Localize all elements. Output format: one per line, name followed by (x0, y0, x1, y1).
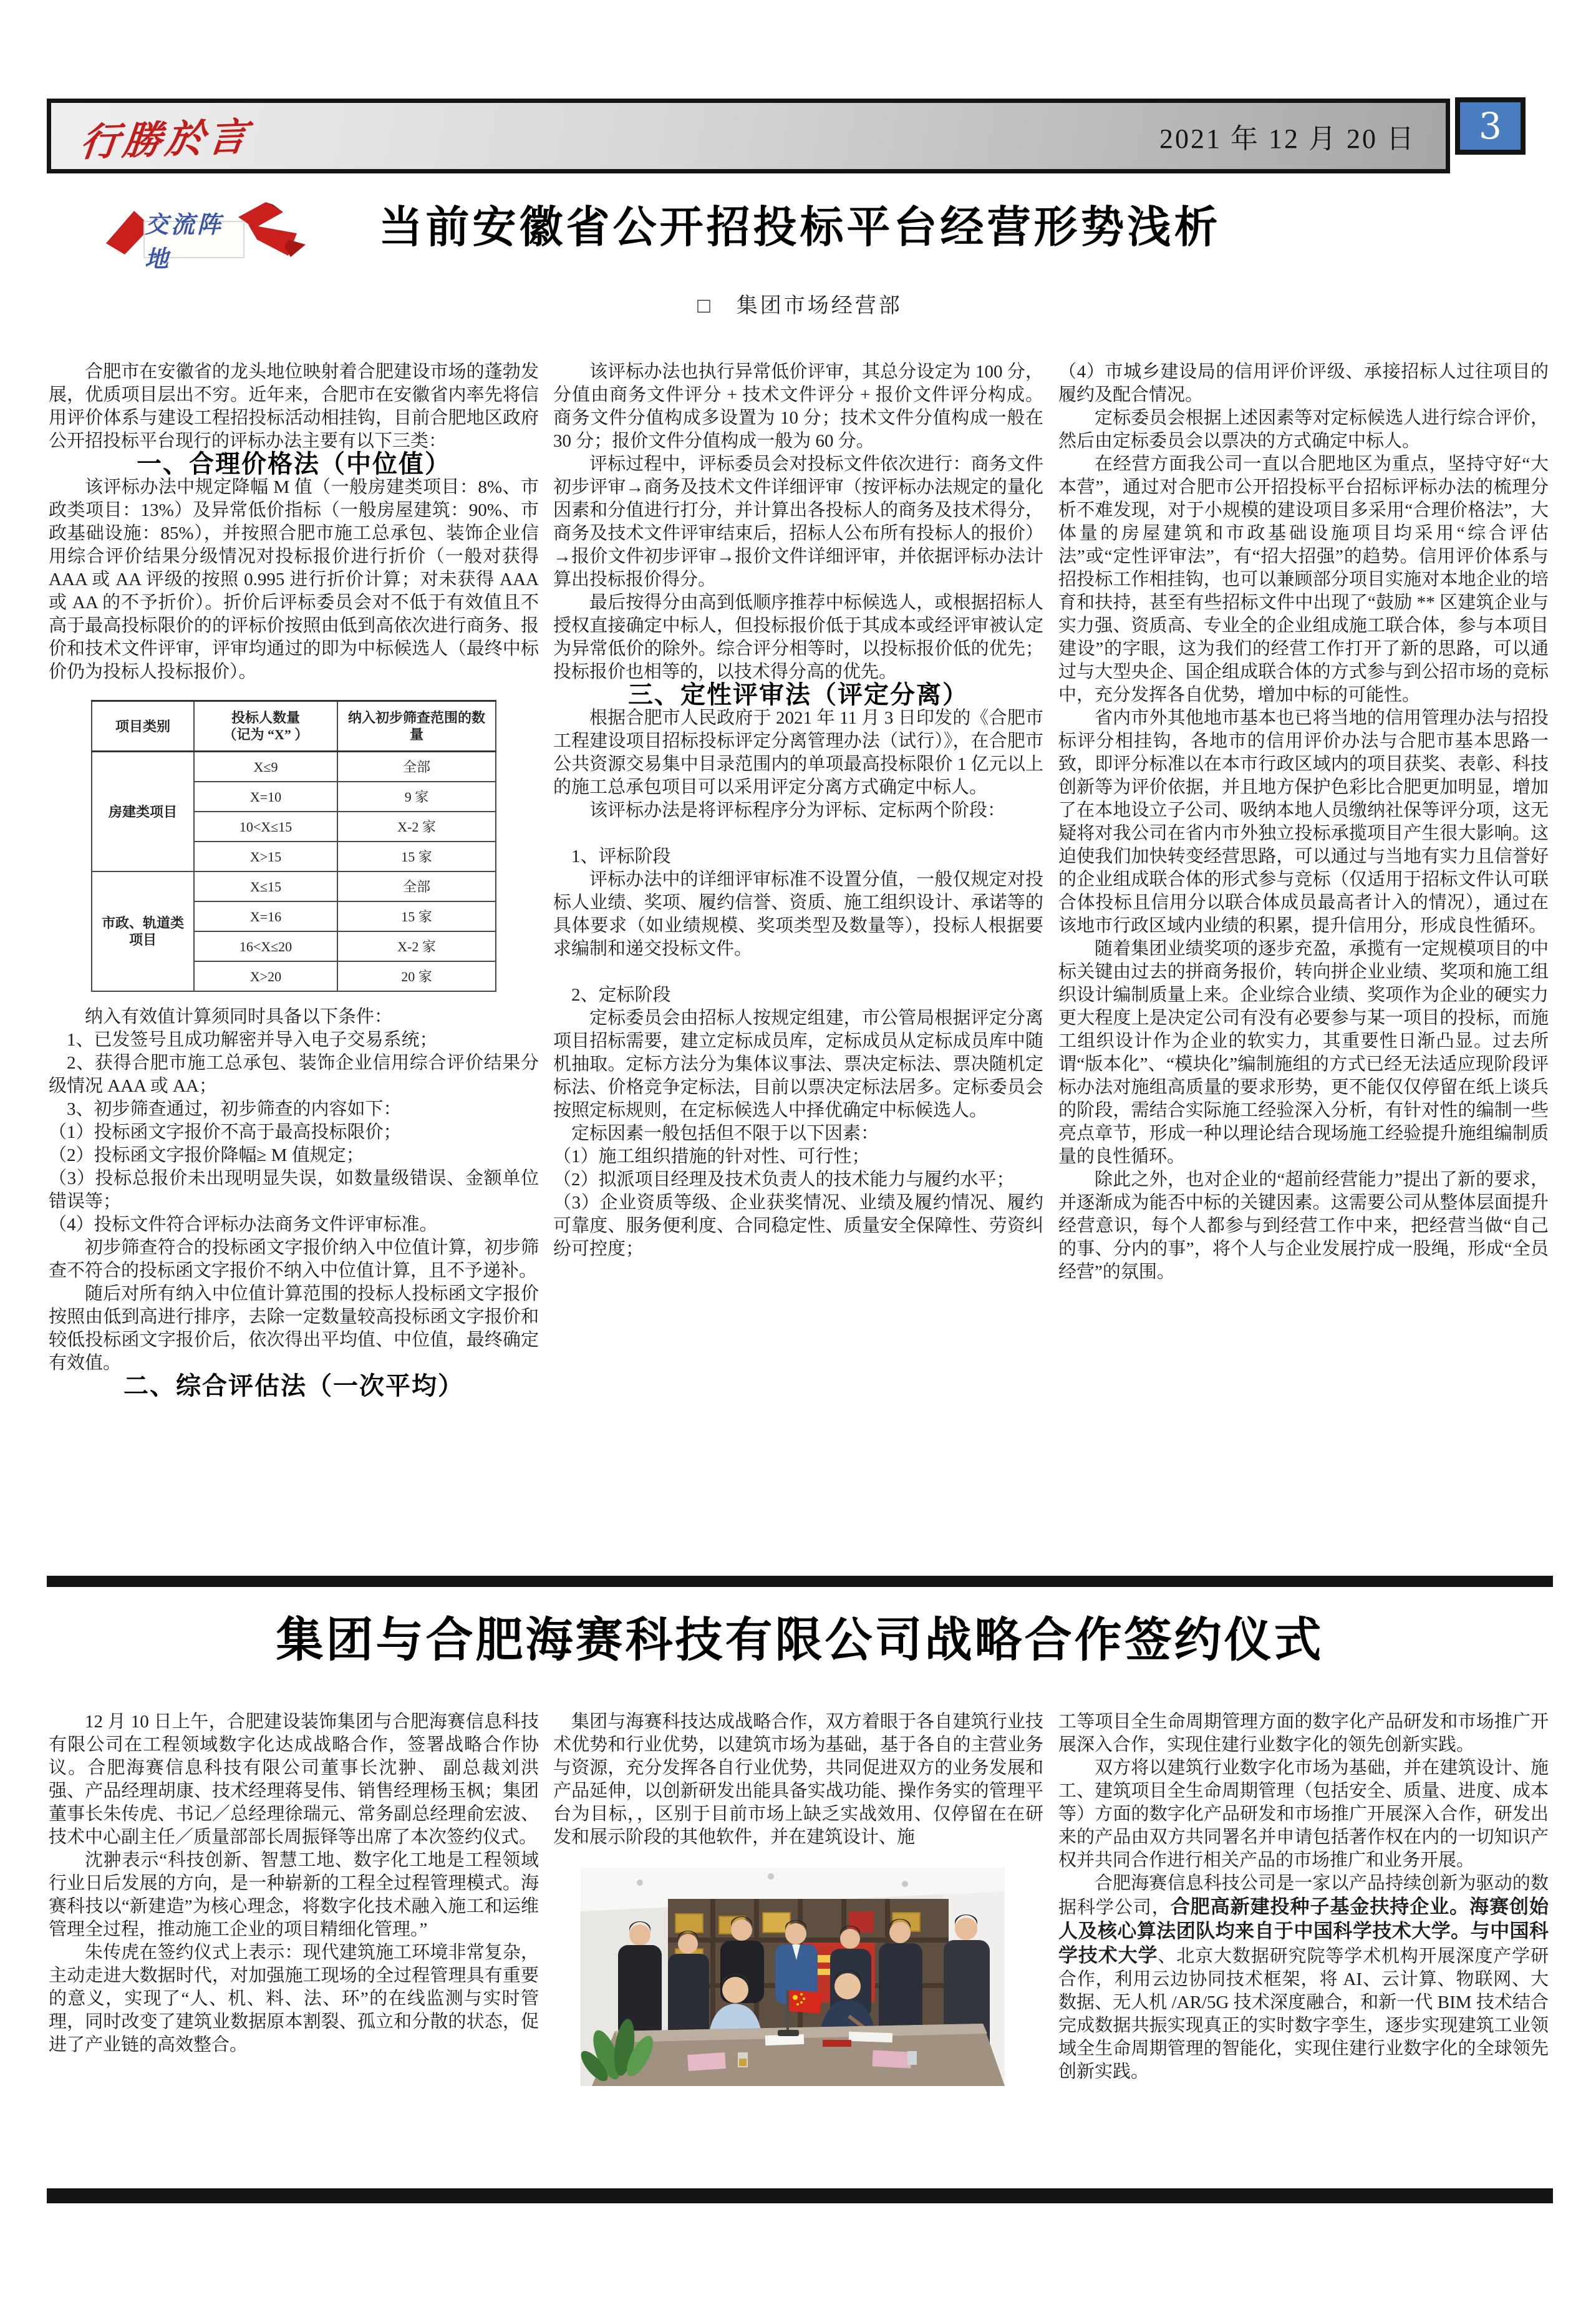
category-housing: 房建类项目 (92, 752, 194, 872)
paragraph: 双方将以建筑行业数字化市场为基础，并在建筑设计、施工、建筑项目全生命周期管理（包括安全、质量、进度、成本等）方面的数字化产品研发和市场推广开展深入合作，研发出来的产品由双方共同署名并申请包括著作权在内的一切知识产权并共同合作进行相关产品的市场推广和业务开展。 (1058, 1758, 1549, 1870)
table-row: X>15 15 家 (92, 842, 496, 871)
paragraph: 评标办法中的详细评审标准不设置分值，一般仅规定对投标人业绩、奖项、履约信誉、资质、施工组织设计、承诺等的具体要求（如业绩规模、奖项类型及数量等），投标人根据要求编制和递交投标文件。 (553, 870, 1043, 959)
paragraph: 随着集团业绩奖项的逐步充盈，承揽有一定规模项目的中标关键由过去的拼商务报价，转向拼企业业绩、奖项和施工组织设计编制质量上来。企业综合业绩、奖项作为企业的硬实力更大程度上是决定公司有没有必要参与某一项目的投标，而施工组织设计作为企业的软实力，其重要性日渐凸显。过去所谓“版本化”、“模块化”编制施组的方式已经无法适应现阶段评标办法对施组高质量的要求形势，更不能仅仅停留在纸上谈兵的阶段，需结合实际施工经验深入分析，有针对性的编制一些亮点章节，形成一种以理论结合现场施工经验提升施组编制质量的良性循环。 (1058, 939, 1549, 1167)
article-divider-rule (47, 1576, 1553, 1587)
paragraph: 合肥市在安徽省的龙头地位映射着合肥建设市场的蓬勃发展，优质项目层出不穷。近年来，合肥市在安徽省内率先将信用评价体系与建设工程招投标活动相挂钩，目前合肥地区政府公开招投标平台现行的评标办法主要有以下三类： (49, 362, 539, 451)
paragraph: 除此之外，也对企业的“超前经营能力”提出了新的要求，并逐渐成为能否中标的关键因素。这需要公司从整体层面提升经营意识，每个人都参与到经营工作中来，把经营当做“自己的事、分内的事”，将个人与企业发展拧成一股绳，形成“全员经营”的氛围。 (1058, 1170, 1549, 1282)
list-item: （1）投标函文字报价不高于最高投标限价； (49, 1122, 402, 1142)
masthead-calligraphy: 行勝於言 (78, 113, 253, 165)
paragraph: 纳入有效值计算须同时具备以下条件： (85, 1007, 393, 1027)
masthead-bar (47, 99, 1450, 173)
paragraph: 该评标办法也执行异常低价评审，其总分设定为 100 分，分值由商务文件评分 + 技术文件评分 + 报价文件评分构成。商务文件分值构成多设置为 10 分；技术文件分值构成一般在 30 分；报价文件分值构成一般为 60 分。 (553, 362, 1043, 451)
paragraph: 初步筛查符合的投标函文字报价纳入中位值计算，初步筛查不符合的投标函文字报价不纳入中位值计算，且不予递补。 (49, 1238, 539, 1281)
table-row: X>20 20 家 (92, 961, 496, 991)
page-number-badge (1455, 97, 1526, 155)
article1-title: 当前安徽省公开招投标平台经营形势浅析 (379, 203, 1221, 251)
article2-column-1 (49, 1710, 539, 2057)
table-row: 房建类项目 X≤9 全部 (92, 752, 496, 782)
sub-heading: 2、定标阶段 (571, 985, 671, 1005)
article1-column-2 (553, 361, 1043, 1261)
table-row: 10<X≤15 X-2 家 (92, 812, 496, 842)
paragraph: 该评标办法中规定降幅 M 值（一般房建类项目：8%、市政类项目：13%）及异常低价指标（一般房屋建筑：90%、市政基础设施：85%），并按照合肥市施工总承包、装饰企业信用综合评价结果分级情况对投标报价进行折价（一般对获得 AAA 或 AA 评级的按照 0.995 进行折价计算；对未获得 AAA 或 AA 的不予折价）。折价后评标委员会对不低于有效值且不高于最高投标限价的的评标价按照由低到高依次进行商务、报价和技术文件评审，评审均通过的即为中标候选人（最终中标价仍为投标人投标报价）。 (49, 477, 539, 682)
category-municipal: 市政、轨道类项目 (92, 871, 194, 991)
list-item: （4）投标文件符合评标办法商务文件评审标准。 (49, 1215, 438, 1235)
table-header-row (92, 701, 496, 752)
list-item: 3、初步筛查通过，初步筛查的内容如下： (67, 1099, 402, 1119)
paragraph: 集团与海赛科技达成战略合作，双方着眼于各自建筑行业技术优势和行业优势，以建筑市场为基础，基于各自的主营业务与资源，充分发挥各自行业优势，共同促进双方的业务发展和产品延伸，以创新研发出能具备实战功能、操作务实的管理平台为目标，，区别于目前市场上缺乏实战效用、仅停留在在研发和展示阶段的其他软件，并在建筑设计、施 (553, 1712, 1043, 1847)
paragraph: 根据合肥市人民政府于 2021 年 11 月 3 日印发的《合肥市工程建设项目招标投标评定分离管理办法（试行）》，在合肥市公共资源交易集中目录范围内的单项最高投标限价 1 亿元以上的施工总承包项目可以采用评定分离方式确定中标人。 (553, 708, 1043, 797)
article1-column-1 (49, 361, 539, 1398)
signing-ceremony-photo (581, 1868, 1005, 2086)
article2-column-3 (1058, 1710, 1549, 2084)
paragraph-segment: 合肥海赛信息科技公司是一家以产品持续创新为驱动的数据科学公司， (1058, 1873, 1549, 1918)
paragraph: 在经营方面我公司一直以合肥地区为重点，坚持守好“大本营”，通过对合肥市公开招投标平台招标评标办法的梳理分析不难发现，对于小规模的建设项目多采用“合理价格法”，大体量的房屋建筑和市政基础设施项目均采用“综合评估法”或“定性评审法”，有“招大招强”的趋势。信用评价体系与招投标工作相挂钩，也可以兼顾部分项目实施对本地企业的培育和扶持，甚至有些招标文件中出现了“鼓励 ** 区建筑企业与实力强、资质高、专业全的企业组成施工联合体，参与本项目建设”的字眼，这为我们的经营工作打开了新的思路，可以通过与大型央企、国企组成联合体的方式参与到公招市场的竞标中，充分发挥各自优势，增加中标的可能性。 (1058, 454, 1549, 705)
article2-column-2 (553, 1710, 1043, 2086)
list-item: （3）投标总报价未出现明显失误，如数量级错误、金额单位错误等； (49, 1168, 539, 1211)
paragraph-segment: 、北京大数据研究院等学术机构开展深度产学研合作，利用云边协同技术框架，将 AI、云计算、物联网、大数据、无人机 /AR/5G 技术深度融合，和新一代 BIM 技术结合完成数据共振实现真正的实时数字孪生，逐步实现建筑工业领域全生命周期管理的智能化，实现住建行业数字化的全球领先创新实践。 (1058, 1946, 1549, 2082)
paragraph: 工等项目全生命周期管理方面的数字化产品研发和市场推广开展深入合作，实现住建行业数字化的领先创新实践。 (1058, 1712, 1549, 1755)
col-header-bidders: 投标人数量 （记为 “X” ） (194, 701, 337, 752)
list-item: 2、获得合肥市施工总承包、装饰企业信用综合评价结果分级情况 AAA 或 AA； (49, 1053, 539, 1096)
list-item: （2）拟派项目经理及技术负责人的技术能力与履约水平； (553, 1170, 1015, 1190)
paragraph: 朱传虎在签约仪式上表示：现代建筑施工环境非常复杂，主动走进大数据时代，对加强施工现场的全过程管理具有重要的意义，实现了“人、机、料、法、环”的在线监测与实时管理，同时改变了建筑业数据原本割裂、孤立和分散的状态，促进了产业链的高效整合。 (49, 1943, 539, 2055)
col-header-scope: 纳入初步筛查范围的数量 (337, 701, 496, 752)
table-row: X=10 9 家 (92, 782, 496, 812)
section-heading-3: 三、定性评审法（评定分离） (628, 681, 969, 709)
section-heading-2: 二、综合评估法（一次平均） (123, 1372, 464, 1400)
paragraph: 评标过程中，评标委员会对投标文件依次进行：商务文件初步评审→商务及技术文件详细评审（按评标办法规定的量化因素和分值进行打分，并计算出各投标人的商务及技术得分，商务及技术文件评审结束后，招标人公布所有投标人的报价）→报价文件初步评审→报价文件详细评审，并依据评标办法计算出投标报价得分。 (553, 454, 1043, 590)
paragraph (1058, 1872, 1549, 2084)
list-item: （4）市城乡建设局的信用评价评级、承接招标人过往项目的履约及配合情况。 (1058, 362, 1549, 405)
paragraph: 随后对所有纳入中位值计算范围的投标人投标函文字报价按照由低到高进行排序，去除一定数量较高投标函文字报价和较低投标函文字报价后，依次得出平均值、中位值，最终确定有效值。 (49, 1284, 539, 1373)
sub-heading: 1、评标阶段 (571, 847, 671, 866)
section-heading-1: 一、合理价格法（中位值） (137, 450, 451, 478)
paragraph: 定标因素一般包括但不限于以下因素： (571, 1123, 879, 1143)
col-header-category: 项目类别 (92, 701, 194, 752)
page-number: 3 (1479, 105, 1502, 147)
paragraph: 定标委员会根据上述因素等对定标候选人进行综合评价，然后由定标委员会以票决的方式确定中标人。 (1058, 408, 1549, 451)
paragraph: 省内市外其他地市基本也已将当地的信用管理办法与招投标评分相挂钩，各地市的信用评价办法与合肥市基本思路一致，即评分标准以在本市行政区域内的项目获奖、表彰、科技创新等为评价依据，并且地方保护色彩比合肥更加明显，增加了在本地设立子公司、吸纳本地人员缴纳社保等评分项，这无疑将对我公司在省内市外独立投标承揽项目产生很大影响。这迫使我们加快转变经营思路，可以通过与当地有实力且信誉好的企业组成联合体的形式参与竞标（仅适用于招标文件认可联合体投标且信用分以联合体成员最高者计入的情况），通过在该地市行政区域内业绩的积累，提升信用分，形成良性循环。 (1058, 708, 1549, 936)
table-row: 市政、轨道类项目 X≤15 全部 (92, 871, 496, 901)
paragraph: 最后按得分由高到低顺序推荐中标候选人，或根据招标人授权直接确定中标人，但投标报价低于其成本或经评审被认定为异常低价的除外。综合评分相等时，以投标报价低的优先；投标报价也相等的，以技术得分高的优先。 (553, 593, 1043, 682)
table-row: X=16 15 家 (92, 901, 496, 931)
paragraph: 该评标办法是将评标程序分为评标、定标两个阶段： (589, 800, 1006, 820)
table-row: 16<X≤20 X-2 家 (92, 931, 496, 961)
screening-rules-table (91, 700, 496, 992)
issue-date: 2021 年 12 月 20 日 (1159, 124, 1416, 154)
paragraph: 12 月 10 日上午，合肥建设装饰集团与合肥海赛信息科技有限公司在工程领域数字化达成战略合作，签署战略合作协议。合肥海赛信息科技有限公司董事长沈翀、 副总裁刘洪强、产品经理胡康、技术经理蒋旻伟、销售经理杨玉枫；集团董事长朱传虎、书记／总经理徐瑞元、常务副总经理俞宏波、技术中心副主任／质量部部长周振铎等出席了本次签约仪式。 (49, 1712, 539, 1847)
list-item: （1）施工组织措施的针对性、可行性； (553, 1147, 870, 1167)
article1-byline: □ 集团市场经营部 (697, 294, 902, 318)
page-footer-rule (47, 2188, 1553, 2203)
photo-illustration (581, 1868, 1005, 2086)
list-item: （2）投标函文字报价降幅≥ M 值规定； (49, 1145, 364, 1165)
highlighted-segment: 合肥高新建投种子基金扶持企业。海赛创始人及核心算法团队均来自于中国科学技术大学。与中国科学技术大学 (1058, 1896, 1549, 1966)
article2-title: 集团与合肥海赛科技有限公司战略合作签约仪式 (276, 1614, 1324, 1667)
paragraph: 沈翀表示“科技创新、智慧工地、数字化工地是工程领域行业日后发展的方向，是一种崭新的工程全过程管理模式。海赛科技以“新建造”为核心理念，将数字化技术融入施工和运维管理全过程，推动施工企业的项目精细化管理。” (49, 1850, 539, 1939)
paragraph: 定标委员会由招标人按规定组建，市公管局根据评定分离项目招标需要，建立定标成员库，定标成员从定标成员库中随机抽取。定标方法分为集体议事法、票决定标法、票决随机定标法、价格竞争定标法，目前以票决定标法居多。定标委员会按照定标规则，在定标候选人中择优确定中标候选人。 (553, 1008, 1043, 1120)
ribbon-label: 交流阵地 (143, 221, 244, 258)
article1-column-3 (1058, 361, 1549, 1284)
list-item: 1、已发签号且成功解密并导入电子交易系统； (67, 1030, 438, 1050)
list-item: （3）企业资质等级、企业获奖情况、业绩及履约情况、履约可靠度、服务便利度、合同稳定性、质量安全保障性、劳资纠纷可控度； (553, 1193, 1043, 1259)
